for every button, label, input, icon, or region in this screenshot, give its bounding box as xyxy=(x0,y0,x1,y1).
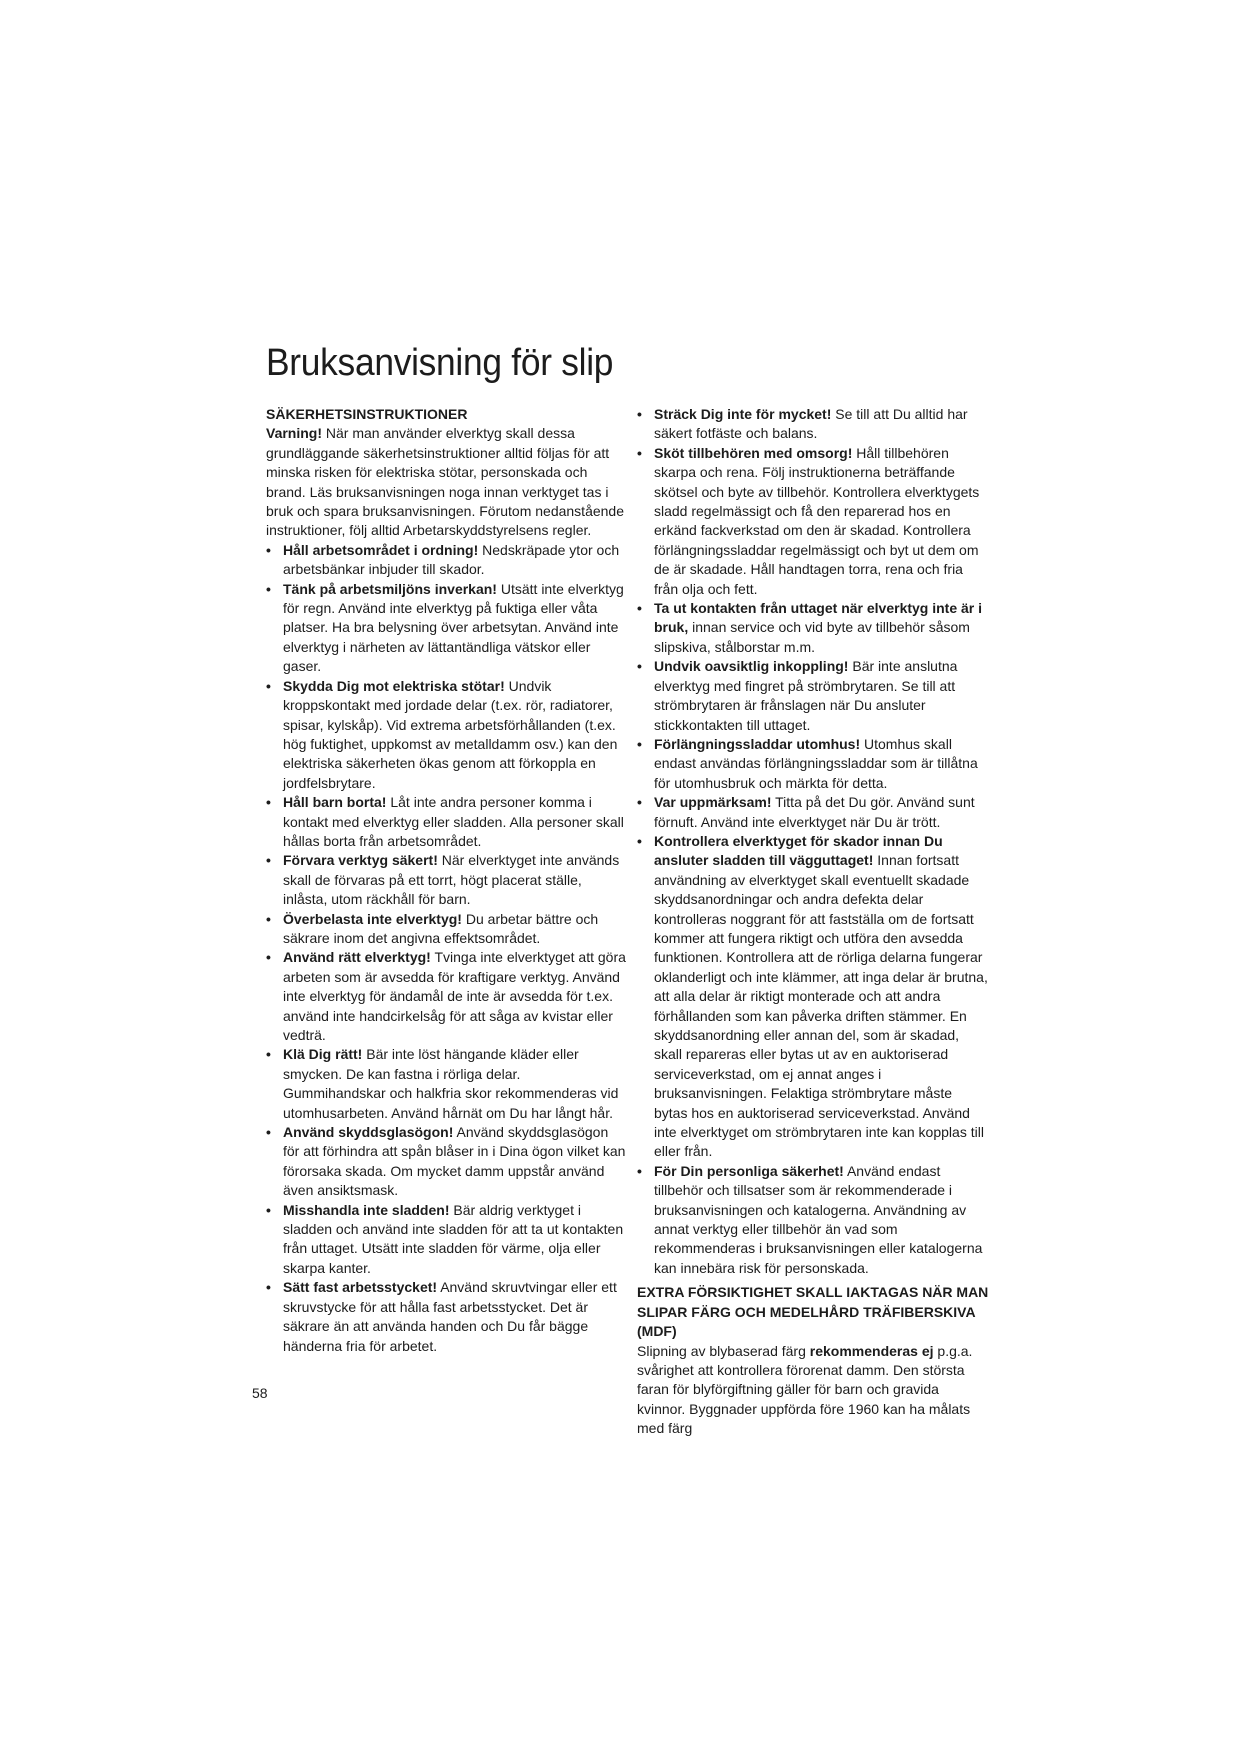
safety-item xyxy=(266,1123,626,1201)
safety-item-lead: Använd skyddsglasögon! xyxy=(283,1124,454,1141)
safety-item xyxy=(266,677,626,793)
extra-bold: rekommenderas ej xyxy=(809,1342,934,1359)
safety-item-text: innan service och vid byte av tillbehör såsom slipskiva, stålborstar m.m. xyxy=(654,619,970,655)
safety-item-lead: Undvik oavsiktlig inkoppling! xyxy=(654,658,849,675)
safety-item xyxy=(266,1278,626,1356)
safety-item xyxy=(266,851,626,909)
safety-item-text: Innan fortsatt användning av elverktyget skall eventuellt skadade skyddsanordningar och andra defekta delar kontrolleras noggrant för att fastställa om de fortsatt kommer att fungera riktigt och utföra den avsedda funktionen. Kontrollera att de rörliga delarna fungerar oklanderligt och inte klämmer, att inga delar är brutna, att alla delar är riktigt monterade och att andra förhållanden som kan påverka driften stämmer. En skyddsanordning eller annan del, som är skadad, skall repareras eller bytas ut av en auktoriserad serviceverkstad, om ej annat anges i bruksanvisningen. Felaktiga strömbrytare måste bytas hos en auktoriserad serviceverkstad. Använd inte elverktyget om strömbrytaren inte kan kopplas till eller från. xyxy=(654,852,988,1160)
page-title: Bruksanvisning för slip xyxy=(266,342,614,384)
extra-caution-heading: EXTRA FÖRSIKTIGHET SKALL IAKTAGAS NÄR MAN SLIPAR FÄRG OCH MEDELHÅRD TRÄFIBERSKIVA (MDF) xyxy=(637,1284,989,1340)
safety-item-text: Bär inte löst hängande kläder eller smycken. De kan fastna i rörliga delar. Gummihandskar och halkfria skor rekommenderas vid utomhusarbeten. Använd hårnät om Du har långt hår. xyxy=(283,1046,619,1121)
safety-item-lead: Överbelasta inte elverktyg! xyxy=(283,910,462,927)
safety-item-lead: Sätt fast arbetsstycket! xyxy=(283,1279,438,1296)
safety-item-lead: Förvara verktyg säkert! xyxy=(283,852,438,869)
safety-item xyxy=(266,580,626,677)
left-bullet-list xyxy=(266,541,626,1356)
left-column xyxy=(266,405,626,1356)
safety-item-text: Undvik kroppskontakt med jordade delar (t.ex. rör, radiatorer, spisar, kylskåp). Vid extrema arbetsförhållanden (t.ex. hög fuktighet, uppkomst av metalldamm osv.) kan den elektriska säkerheten ökas genom att förkoppla en jordfelsbrytare. xyxy=(283,677,618,791)
safety-item-text: Använd endast tillbehör och tillsatser som är rekommenderade i bruksanvisningen och katalogerna. Användning av annat verktyg eller tillbehör än vad som rekommenderas i bruksanvisningen eller katalogerna kan innebära risk för personskada. xyxy=(654,1162,983,1276)
safety-item xyxy=(266,948,626,1045)
right-column xyxy=(637,405,989,1439)
safety-item-text: Utomhus skall endast användas förlängningssladdar som är tillåtna för utomhusbruk och märkta för detta. xyxy=(654,735,978,791)
safety-item-lead: Skydda Dig mot elektriska stötar! xyxy=(283,677,505,694)
safety-item-text: Nedskräpade ytor och arbetsbänkar inbjuder till skador. xyxy=(283,541,620,578)
safety-item-lead: Tänk på arbetsmiljöns inverkan! xyxy=(283,580,497,597)
safety-item-lead: Håll arbetsområdet i ordning! xyxy=(283,541,479,558)
safety-item-text: Låt inte andra personer komma i kontakt med elverktyg eller sladden. Alla personer skall hållas borta från arbetsområdet. xyxy=(283,794,624,849)
safety-item-text: Bär inte anslutna elverktyg med fingret på strömbrytaren. Se till att strömbrytaren är frånslagen när Du ansluter stickkontakten till uttaget. xyxy=(654,658,958,733)
safety-item-text: När elverktyget inte används skall de förvaras på ett torrt, högt placerat ställe, inlåsta, utom räckhåll för barn. xyxy=(283,852,620,908)
safety-item xyxy=(637,793,989,832)
safety-item xyxy=(637,405,989,444)
extra-text-after: p.g.a. svårighet att kontrollera förorenat damm. Den största faran för blyförgiftning gäller för barn och gravida kvinnor. Byggnader uppförda före 1960 kan ha målats med färg xyxy=(637,1342,973,1437)
safety-item xyxy=(637,1162,989,1278)
page-number: 58 xyxy=(252,1385,268,1401)
safety-item xyxy=(637,444,989,599)
safety-item xyxy=(266,910,626,949)
safety-item-text: Tvinga inte elverktyget att göra arbeten som är avsedda för kraftigare verktyg. Använd inte elverktyg för ändamål de inte är avsedda för t.ex. använd inte handcirkelsåg för att såga av kvistar eller vedträ. xyxy=(283,949,626,1043)
warning-paragraph xyxy=(266,424,626,540)
safety-item xyxy=(266,541,626,580)
safety-item xyxy=(266,793,626,851)
safety-item xyxy=(637,832,989,1162)
safety-item-text: Du arbetar bättre och säkrare inom det angivna effektsområdet. xyxy=(283,910,599,946)
safety-item-text: Använd skruvtvingar eller ett skruvstycke för att hålla fast arbetsstycket. Det är säkrare än att använda handen och Du får bägge händerna fria för arbetet. xyxy=(283,1279,617,1354)
warning-label: Varning! xyxy=(266,425,323,442)
safety-item xyxy=(266,1045,626,1123)
safety-item-lead: Använd rätt elverktyg! xyxy=(283,949,431,966)
safety-item-text: Håll tillbehören skarpa och rena. Följ instruktionerna beträffande skötsel och byte av tillbehör. Kontrollera elverktygets sladd regelmässigt och få den reparerad hos en erkänd fackverkstad om den är skadad. Kontrollera förlängningssladdar regelmässigt och byt ut dem om de är skadade. Håll handtagen torra, rena och fria från olja och fett. xyxy=(654,444,980,597)
safety-item-lead: Klä Dig rätt! xyxy=(283,1046,363,1063)
warning-text: När man använder elverktyg skall dessa grundläggande säkerhetsinstruktioner alltid följas för att minska risken för elektriska stötar, personskada och brand. Läs bruksanvisningen noga innan verktyget tas i bruk och spara bruksanvisningen. Förutom nedanstående instruktioner, följ alltid Arbetarskyddstyrelsens regler. xyxy=(266,425,624,539)
safety-item-text: Använd skyddsglasögon för att förhindra att spån blåser in i Dina ögon vilket kan förorsaka skada. Om mycket damm uppstår använd även ansiktsmask. xyxy=(283,1124,626,1199)
safety-item-text: Titta på det Du gör. Använd sunt förnuft. Använd inte elverktyget när Du är trött. xyxy=(654,794,975,830)
safety-item-lead: Var uppmärksam! xyxy=(654,794,772,811)
safety-item xyxy=(637,599,989,657)
safety-item-text: Se till att Du alltid har säkert fotfäste och balans. xyxy=(654,406,968,442)
extra-text-before: Slipning av blybaserad färg xyxy=(637,1342,806,1359)
safety-item-text: Bär aldrig verktyget i sladden och använd inte sladden för att ta ut kontakten från uttaget. Utsätt inte sladden för värme, olja eller skarpa kanter. xyxy=(283,1201,624,1276)
safety-item-lead: Misshandla inte sladden! xyxy=(283,1201,450,1218)
safety-item-lead: Kontrollera elverktyget för skador innan Du ansluter sladden till vägguttaget! xyxy=(654,832,943,869)
safety-item xyxy=(266,1201,626,1279)
safety-item-lead: Ta ut kontakten från uttaget när elverktyg inte är i bruk, xyxy=(654,600,983,636)
safety-item xyxy=(637,657,989,735)
safety-item-lead: Sköt tillbehören med omsorg! xyxy=(654,444,853,461)
safety-item-lead: Sträck Dig inte för mycket! xyxy=(654,406,832,422)
safety-item-lead: Förlängningssladdar utomhus! xyxy=(654,735,861,752)
safety-item-lead: Håll barn borta! xyxy=(283,794,387,811)
safety-item xyxy=(637,735,989,793)
extra-caution-paragraph xyxy=(637,1342,989,1439)
section-heading: SÄKERHETSINSTRUKTIONER xyxy=(266,406,468,422)
safety-item-lead: För Din personliga säkerhet! xyxy=(654,1162,844,1179)
right-bullet-list xyxy=(637,405,989,1278)
safety-item-text: Utsätt inte elverktyg för regn. Använd inte elverktyg på fuktiga eller våta platser. Ha bra belysning över arbetsytan. Använd inte elverktyg i närheten av lättantändliga vätskor eller gaser. xyxy=(283,580,624,675)
